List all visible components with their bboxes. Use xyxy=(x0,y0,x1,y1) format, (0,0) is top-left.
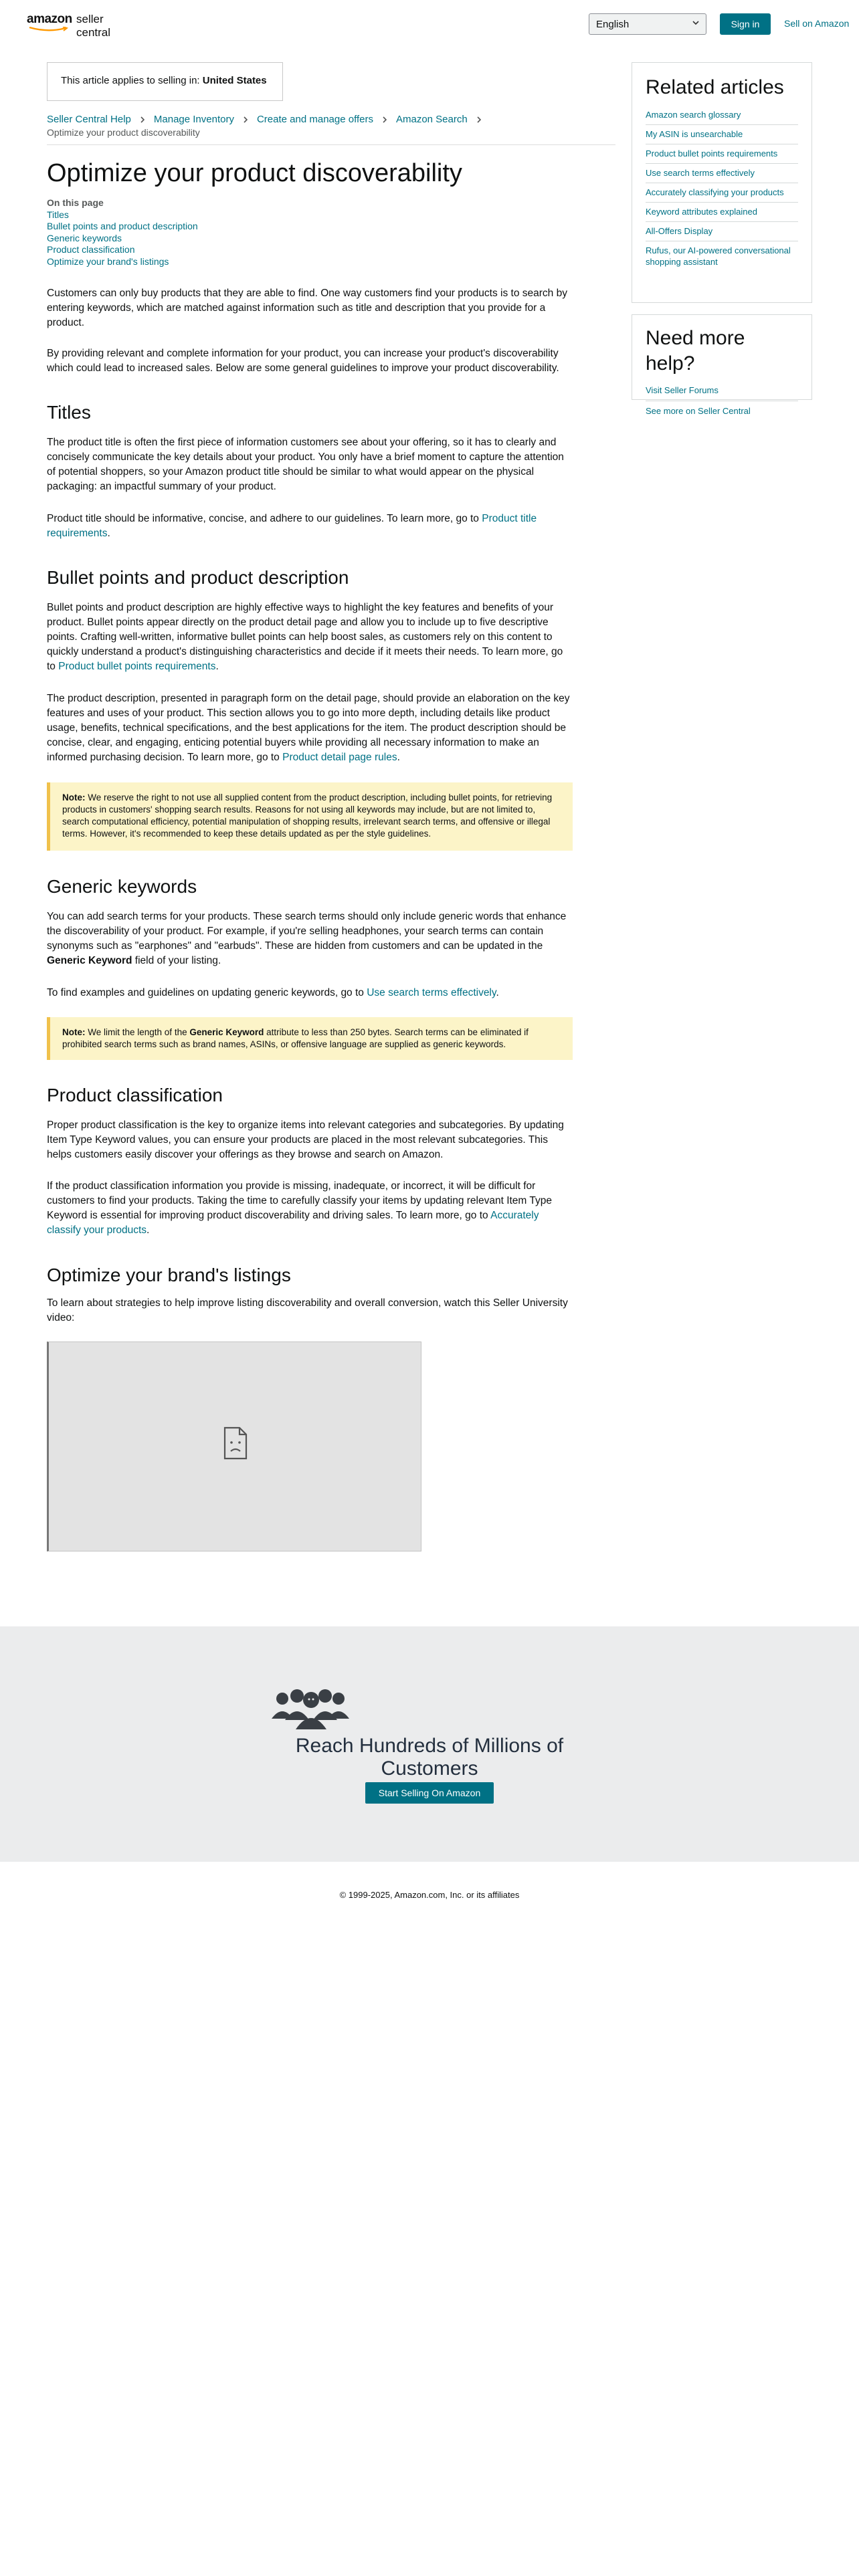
generic-p1-text: You can add search terms for your products. These search terms should only include generic words that enhance the discoverability of your product. For example, if you're selling headphones, your search terms can contain synonyms such as "earphones" and "earbuds". These are hidden from customers and can be updated in the xyxy=(47,911,567,952)
logo-word-seller-central: seller central xyxy=(76,13,111,39)
brand-paragraph: To learn about strategies to help improve listing discoverability and overall conversion, watch this Seller University video: xyxy=(47,1297,568,1323)
related-article-link[interactable]: Accurately classifying your products xyxy=(646,183,798,203)
chevron-right-icon xyxy=(242,116,249,123)
related-articles-heading: Related articles xyxy=(646,76,784,98)
video-player[interactable] xyxy=(47,1341,421,1551)
generic-p2-end: . xyxy=(496,987,499,998)
accurately-classify-link[interactable]: Accurately classify your products xyxy=(47,1210,539,1236)
bullets-p2-text: The product description, presented in paragraph form on the detail page, should provide an elaboration on the key features and uses of your product. This section allows you to go into more depth, including details like product usage, benefits, technical specifications, and the best applications for the item. The product description should be concise, clear, and engaging, enticing potential buyers while providing all necessary information to make an informed purchasing decision. To learn more, go to xyxy=(47,693,570,763)
applies-country: United States xyxy=(202,75,267,86)
table-of-contents xyxy=(47,197,198,267)
amazon-smile-icon xyxy=(28,27,68,32)
broken-document-icon xyxy=(211,1420,258,1467)
related-article-link[interactable]: Amazon search glossary xyxy=(646,106,798,125)
language-select-value: English xyxy=(596,19,630,30)
breadcrumb-item[interactable]: Create and manage offers xyxy=(256,114,373,125)
copyright: © 1999-2025, Amazon.com, Inc. or its affiliates xyxy=(339,1890,520,1900)
titles-paragraph xyxy=(47,512,573,541)
breadcrumb xyxy=(47,113,615,126)
divider xyxy=(47,144,615,145)
generic-p2-text: To find examples and guidelines on updating generic keywords, go to xyxy=(47,987,367,998)
related-article-link[interactable]: Use search terms effectively xyxy=(646,164,798,183)
breadcrumb-item[interactable]: Amazon Search xyxy=(395,114,468,125)
section-heading-titles: Titles xyxy=(47,402,91,423)
top-bar xyxy=(0,0,859,48)
bullets-p1-text: Bullet points and product description are highly effective ways to highlight the key features and benefits of your product. Bullet points appear directly on the product detail page and allow you to include up to five descriptive points. Crafting well-written, informative bullet points can help boost sales, as customers rely on this content to quickly understand a product's distinguishing characteristics and decide if it meets their needs. To learn more, go to xyxy=(47,602,563,672)
note-label: Note: xyxy=(62,1027,86,1037)
note-box xyxy=(47,1017,573,1060)
generic-paragraph xyxy=(47,909,573,968)
logo-word-amazon: amazon xyxy=(27,12,72,26)
section-heading-classification: Product classification xyxy=(47,1085,223,1105)
toc-link-bullets[interactable]: Bullet points and product description xyxy=(47,221,198,231)
note-text: We reserve the right to not use all supplied content from the product description, including bullet points, for retrieving products in customers' shopping search results. Reasons for not using all keywords may include, but are not limited to, search computational efficiency, potential manipulation of shopping results, irrelevant search terms, and offensive or illegal terms. However, it's recommended to keep these details updated as per the style guidelines. xyxy=(62,792,553,839)
intro-paragraph: Customers can only buy products that they are able to find. One way customers find your products is to search by entering keywords, which are matched against information such as title and description that you provide for a product. xyxy=(47,288,567,328)
breadcrumb-item[interactable]: Seller Central Help xyxy=(47,114,131,125)
toc-link-classification[interactable]: Product classification xyxy=(47,244,135,255)
classification-paragraph: Proper product classification is the key to organize items into relevant categories and subcategories. By updating Item Type Keyword values, you can ensure your products are placed in the most relevant subcategories. This helps customers easily discover your offerings as they browse and search on Amazon. xyxy=(47,1119,564,1160)
related-article-link[interactable]: Product bullet points requirements xyxy=(646,144,798,164)
detail-page-rules-link[interactable]: Product detail page rules xyxy=(282,752,397,763)
page-title: Optimize your product discoverability xyxy=(47,159,462,187)
seller-central-logo[interactable] xyxy=(27,11,140,39)
generic-keyword-bold: Generic Keyword xyxy=(47,955,132,966)
bullets-paragraph xyxy=(47,601,573,674)
bullets-p1-end: . xyxy=(215,661,219,672)
people-group-icon xyxy=(268,1685,355,1733)
bullets-p2-end: . xyxy=(397,752,400,763)
classification-paragraph xyxy=(47,1179,573,1238)
related-article-link[interactable]: Keyword attributes explained xyxy=(646,203,798,222)
applies-to-box xyxy=(47,62,283,101)
seller-central-link[interactable]: See more on Seller Central xyxy=(646,406,751,416)
bullet-points-requirements-link[interactable]: Product bullet points requirements xyxy=(58,661,216,672)
bullets-paragraph xyxy=(47,691,573,765)
section-heading-bullets: Bullet points and product description xyxy=(47,567,349,588)
toc-link-titles[interactable]: Titles xyxy=(47,209,69,220)
sign-in-button[interactable]: Sign in xyxy=(720,13,771,35)
start-selling-button[interactable]: Start Selling On Amazon xyxy=(365,1782,494,1804)
titles-paragraph: The product title is often the first piece of information customers see about your offering, so it has to clearly and concisely communicate the key details about your product. You only have a brief moment to capture the attention of potential shoppers, so your Amazon product title should be similar to what would appear on the physical packaging: an impactful summary of your product. xyxy=(47,437,564,492)
toc-heading: On this page xyxy=(47,197,104,208)
note-box xyxy=(47,782,573,851)
related-article-link[interactable]: All-Offers Display xyxy=(646,222,798,241)
breadcrumb-item[interactable]: Manage Inventory xyxy=(153,114,234,125)
note-label: Note: xyxy=(62,792,86,802)
seller-forums-link[interactable]: Visit Seller Forums xyxy=(646,381,798,401)
language-select[interactable] xyxy=(589,13,706,35)
classification-p2-end: . xyxy=(147,1224,150,1236)
titles-p2-text: Product title should be informative, concise, and adhere to our guidelines. To learn more, go to xyxy=(47,513,482,524)
need-more-help-heading: Need more help? xyxy=(646,327,745,374)
need-more-help-panel xyxy=(632,314,812,416)
product-title-requirements-link[interactable]: Product title requirements xyxy=(47,513,537,539)
applies-prefix: This article applies to selling in: xyxy=(61,75,203,86)
section-heading-brand: Optimize your brand's listings xyxy=(47,1265,291,1285)
toc-link-generic-keywords[interactable]: Generic keywords xyxy=(47,232,122,243)
use-search-terms-link[interactable]: Use search terms effectively xyxy=(367,987,496,998)
toc-link-brand-listings[interactable]: Optimize your brand's listings xyxy=(47,255,169,267)
chevron-right-icon xyxy=(476,116,482,123)
titles-p2-end: . xyxy=(107,528,110,539)
generic-p1-end: field of your listing. xyxy=(132,955,221,966)
chevron-right-icon xyxy=(139,116,146,123)
note-text: We limit the length of the xyxy=(85,1027,190,1037)
related-articles-panel xyxy=(632,62,812,303)
sell-on-amazon-link[interactable]: Sell on Amazon xyxy=(784,18,850,29)
cta-band xyxy=(0,1626,859,1862)
cta-title: Reach Hundreds of Millions of Customers xyxy=(295,1735,564,1780)
chevron-down-icon xyxy=(691,18,700,27)
chevron-right-icon xyxy=(381,116,388,123)
related-article-link[interactable]: My ASIN is unsearchable xyxy=(646,125,798,144)
generic-paragraph xyxy=(47,986,573,1000)
section-heading-generic-keywords: Generic keywords xyxy=(47,876,197,897)
note-bold: Generic Keyword xyxy=(189,1027,264,1037)
note-text: attribute to less than 250 bytes. Search terms can be eliminated if prohibited search terms such as brand names, ASINs, or offensive language are supplied as generic keywords. xyxy=(62,1027,529,1049)
intro-paragraph: By providing relevant and complete information for your product, you can increase your product's discoverability which could lead to increased sales. Below are some general guidelines to improve your product discoverability. xyxy=(47,348,559,374)
classification-p2-text: If the product classification information you provide is missing, inadequate, or incorrect, it will be difficult for customers to find your products. Taking the time to carefully classify your items by updating relevant Item Type Keyword is essential for improving product discoverability and driving sales. To learn more, go to xyxy=(47,1180,552,1221)
breadcrumb-current: Optimize your product discoverability xyxy=(47,127,200,138)
related-article-link[interactable]: Rufus, our AI-powered conversational shopping assistant xyxy=(646,245,791,267)
